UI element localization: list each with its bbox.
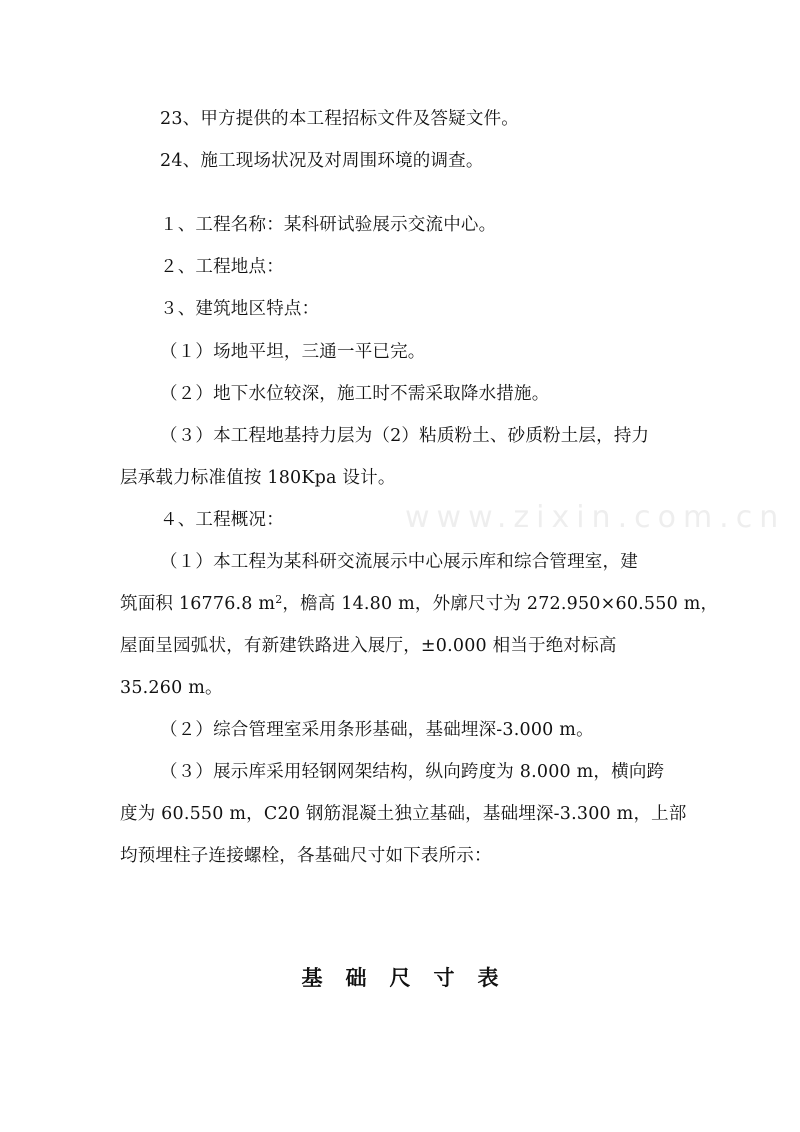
text-line-feature-2: （２）地下水位较深，施工时不需采取降水措施。 <box>160 384 550 404</box>
text-line-overview-3-cont: 度为 60.550 m，C20 钢筋混凝土独立基础，基础埋深-3.300 m，上部 <box>120 804 687 824</box>
text-line-project-location: ２、工程地点： <box>160 257 284 277</box>
text-line-24: 24、施工现场状况及对周围环境的调查。 <box>160 151 484 171</box>
text-line-overview: ４、工程概况： <box>160 510 284 530</box>
text-line-site-features: ３、建筑地区特点： <box>160 299 320 319</box>
text-line-overview-1-cont <box>120 592 718 616</box>
watermark: www.zixin.com.cn <box>405 500 786 535</box>
area-text-rest: ，檐高 14.80 m，外廓尺寸为 272.950×60.550 m， <box>282 594 719 614</box>
text-line-feature-3-cont: 层承载力标准值按 180Kpa 设计。 <box>120 468 396 488</box>
area-text: 筑面积 16776.8 m <box>120 594 276 614</box>
text-line-overview-2: （２）综合管理室采用条形基础，基础埋深-3.000 m。 <box>160 720 594 740</box>
text-line-overview-1-cont3: 35.260 m。 <box>120 678 223 698</box>
table-title: 基础尺寸表 <box>301 966 522 990</box>
text-line-feature-1: （１）场地平坦，三通一平已完。 <box>160 342 426 362</box>
text-line-overview-3-cont2: 均预埋柱子连接螺栓，各基础尺寸如下表所示： <box>120 846 492 866</box>
text-line-23: 23、甲方提供的本工程招标文件及答疑文件。 <box>160 109 519 129</box>
text-line-overview-1: （１）本工程为某科研交流展示中心展示库和综合管理室，建 <box>160 552 638 572</box>
text-line-overview-1-cont2: 屋面呈园弧状，有新建铁路进入展厅，±0.000 相当于绝对标高 <box>120 636 617 656</box>
text-line-feature-3: （３）本工程地基持力层为（2）粘质粉土、砂质粉土层，持力 <box>160 426 650 446</box>
text-line-project-name: １、工程名称：某科研试验展示交流中心。 <box>160 215 497 235</box>
area-superscript: 2 <box>275 593 283 606</box>
text-line-overview-3: （３）展示库采用轻钢网架结构，纵向跨度为 8.000 m，横向跨 <box>160 762 665 782</box>
